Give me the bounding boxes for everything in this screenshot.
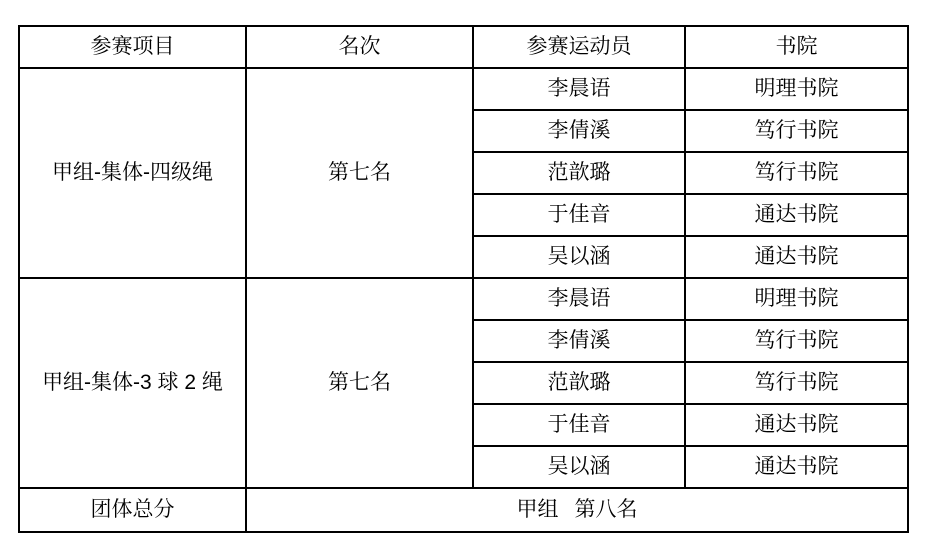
college-name: 通达书院: [685, 194, 908, 236]
athlete-name: 于佳音: [473, 404, 685, 446]
college-name: 通达书院: [685, 404, 908, 446]
college-name: 笃行书院: [685, 362, 908, 404]
header-rank: 名次: [246, 26, 473, 68]
athlete-name: 李晨语: [473, 68, 685, 110]
college-name: 通达书院: [685, 236, 908, 278]
college-name: 明理书院: [685, 278, 908, 320]
athlete-name: 范歆璐: [473, 362, 685, 404]
total-score-label: 团体总分: [19, 488, 246, 532]
total-score-group: 甲组: [516, 497, 559, 521]
event-rank: 第七名: [246, 278, 473, 488]
event-name: 甲组-集体-四级绳: [19, 68, 246, 278]
header-event: 参赛项目: [19, 26, 246, 68]
table-row: [19, 68, 908, 110]
header-college: 书院: [685, 26, 908, 68]
college-name: 笃行书院: [685, 152, 908, 194]
college-name: 笃行书院: [685, 320, 908, 362]
athlete-name: 吴以涵: [473, 446, 685, 488]
table-header-row: [19, 26, 908, 68]
competition-results-table: [18, 25, 909, 533]
athlete-name: 李晨语: [473, 278, 685, 320]
event-name: 甲组-集体-3 球 2 绳: [19, 278, 246, 488]
college-name: 明理书院: [685, 68, 908, 110]
athlete-name: 范歆璐: [473, 152, 685, 194]
college-name: 笃行书院: [685, 110, 908, 152]
total-score-rank: 第八名: [574, 497, 638, 521]
athlete-name: 吴以涵: [473, 236, 685, 278]
table-footer-row: [19, 488, 908, 532]
event-rank: 第七名: [246, 68, 473, 278]
athlete-name: 于佳音: [473, 194, 685, 236]
college-name: 通达书院: [685, 446, 908, 488]
total-score-value: [246, 488, 908, 532]
header-athlete: 参赛运动员: [473, 26, 685, 68]
athlete-name: 李倩溪: [473, 110, 685, 152]
table-row: [19, 278, 908, 320]
athlete-name: 李倩溪: [473, 320, 685, 362]
